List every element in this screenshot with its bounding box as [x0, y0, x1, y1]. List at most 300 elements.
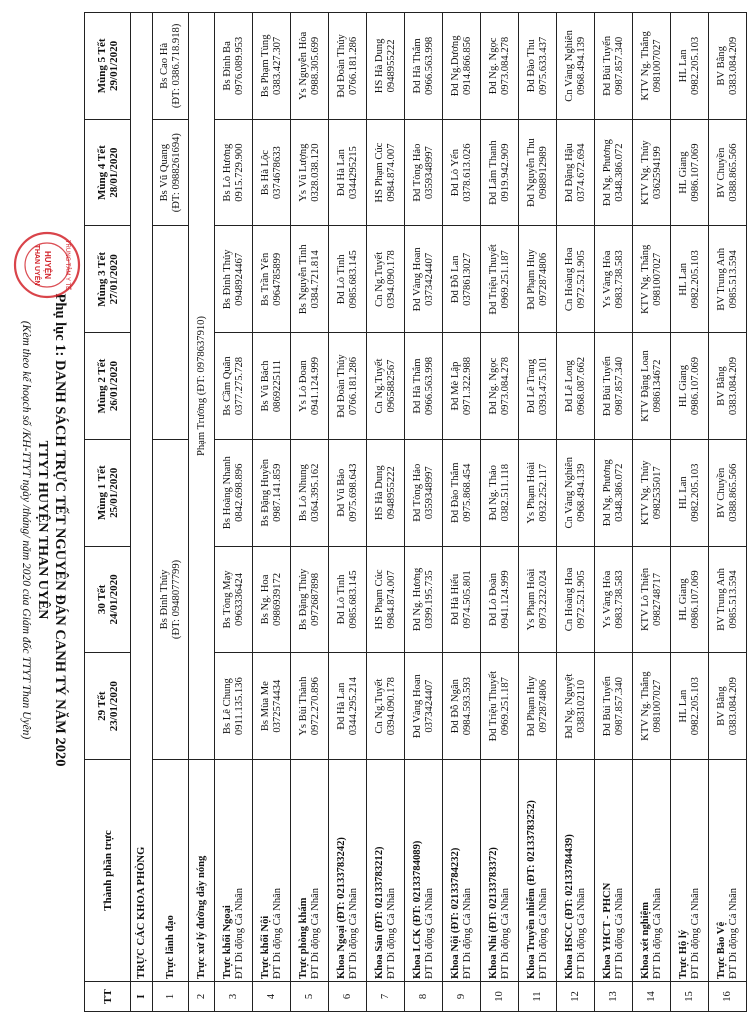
staff-phone: 0963336424: [233, 572, 245, 626]
table-row: [671, 13, 709, 1012]
duty-cell: [709, 439, 747, 546]
table-row: [595, 13, 633, 1012]
unit-name: Trực khối Nội: [259, 915, 271, 979]
document-header: [9, 220, 69, 840]
unit-sub: ĐT Di động Cá Nhân: [651, 887, 663, 979]
leader-label: Trực lãnh đạo: [153, 760, 189, 982]
staff-phone: 0968.494.139: [575, 463, 587, 522]
row-number: 5: [291, 982, 329, 1012]
staff-phone: 0374.672.694: [575, 143, 587, 202]
staff-name: Đd Bùi Tuyến: [601, 676, 613, 737]
staff-phone: 0373424407: [423, 679, 435, 733]
leader-tt: 1: [153, 982, 189, 1012]
staff-name: Bs Hoàng Nhanh: [221, 456, 233, 530]
duty-cell: [329, 653, 367, 760]
staff-name: Đd Vàng Hoan: [411, 674, 423, 739]
staff-name: Đd Lò Tình: [335, 254, 347, 305]
staff-phone: 0985.683.145: [347, 250, 359, 309]
duty-cell: [253, 226, 291, 333]
duty-cell: [557, 226, 595, 333]
duty-cell: [557, 546, 595, 653]
staff-phone: 0919.942.909: [499, 143, 511, 202]
staff-name: HL Lan: [677, 689, 689, 723]
duty-roster-table: [84, 12, 747, 1012]
row-number: 8: [405, 982, 443, 1012]
duty-cell: [519, 439, 557, 546]
staff-name: Đd Phạm Huy: [525, 675, 537, 737]
staff-phone: 0988912989: [537, 146, 549, 200]
staff-phone: 0968.494.139: [575, 36, 587, 96]
staff-name: Bs Đặng Thủy: [297, 568, 309, 631]
staff-phone: 0984.874.007: [385, 570, 397, 629]
row-number: 7: [367, 982, 405, 1012]
duty-cell: [291, 439, 329, 546]
row-number: 3: [215, 982, 253, 1012]
duty-cell: [215, 119, 253, 226]
table-row: [709, 13, 747, 1012]
staff-phone: 0965882567: [385, 359, 397, 413]
staff-name: Đd Đỗ Ngân: [449, 679, 461, 734]
staff-name: HS Hà Dung: [373, 38, 385, 94]
staff-name: Ys Bùi Thành: [297, 676, 309, 736]
staff-phone: 0964785899: [271, 252, 283, 306]
staff-name: Đd Lâm Thanh: [487, 140, 499, 205]
duty-cell: [215, 226, 253, 333]
staff-name: Bs Đặng Huyền: [259, 458, 271, 527]
duty-cell: [709, 119, 747, 226]
staff-phone: 0362594199: [651, 146, 663, 200]
unit-sub: ĐT Di động Cá Nhân: [461, 887, 473, 979]
unit-sub: ĐT Di động Cá Nhân: [575, 887, 587, 979]
staff-phone: 0974.505.801: [461, 570, 473, 629]
unit-cell: [595, 760, 633, 982]
staff-name: Đd Ng. Thảo: [487, 465, 499, 521]
unit-cell: [481, 760, 519, 982]
duty-cell: [709, 13, 747, 120]
table-row: [253, 13, 291, 1012]
staff-phone: 0383.084.209: [727, 36, 739, 96]
unit-sub: ĐT Di động Cá Nhân: [271, 887, 283, 979]
table-row: [557, 13, 595, 1012]
duty-cell: [519, 13, 557, 120]
table-row: [443, 13, 481, 1012]
staff-phone: 0975.633.437: [537, 36, 549, 96]
header-row: [85, 13, 131, 1012]
staff-name: HL Giang: [677, 364, 689, 408]
duty-cell: [595, 226, 633, 333]
staff-phone: 0941.124.999: [499, 570, 511, 629]
staff-name: Bs Đinh Ba: [221, 41, 233, 91]
staff-phone: 0969.251.187: [499, 250, 511, 309]
duty-cell: [481, 333, 519, 440]
staff-name: Đd Lê Trang: [525, 358, 537, 414]
staff-phone: 0982.205.103: [689, 463, 701, 522]
duty-cell: [633, 653, 671, 760]
staff-name: HL Lan: [677, 262, 689, 296]
staff-name: KTV Ng. Thắng: [639, 671, 651, 741]
unit-cell: [671, 760, 709, 982]
staff-phone: 0972874806: [537, 252, 549, 306]
table-row: [215, 13, 253, 1012]
staff-phone: 0373424407: [423, 252, 435, 306]
duty-cell: [671, 119, 709, 226]
staff-phone: 0388.865.566: [727, 463, 739, 522]
duty-cell: [291, 546, 329, 653]
staff-phone: 0388.865.566: [727, 143, 739, 202]
staff-name: KTV Đặng Loan: [639, 350, 651, 422]
staff-phone: 0393.475.101: [537, 356, 549, 416]
staff-phone: 0971.322.988: [461, 356, 473, 416]
unit-sub: ĐT Di động Cá Nhân: [613, 887, 625, 979]
staff-name: Đd Triệu Thuyết: [487, 670, 499, 742]
staff-phone: 0348.386.072: [613, 143, 625, 202]
staff-name: KTV Ng. Thắng: [639, 244, 651, 315]
duty-cell: [329, 439, 367, 546]
staff-phone: 0966.563.998: [423, 36, 435, 96]
staff-name: Bs Phạm Tùng: [259, 34, 271, 98]
duty-cell: [253, 653, 291, 760]
table-row: [405, 13, 443, 1012]
staff-phone: 0988.305.699: [309, 36, 321, 96]
staff-name: Bs Trần Yên: [259, 252, 271, 306]
duty-cell: [519, 226, 557, 333]
staff-phone: 0986.107.069: [689, 570, 701, 629]
staff-name: HS Phạm Cúc: [373, 142, 385, 203]
staff-phone: 0911.135.136: [233, 677, 245, 736]
unit-sub: ĐT Di động Cá Nhân: [537, 887, 549, 979]
staff-phone: 0948924467: [233, 252, 245, 306]
staff-name: Ys Lò Đoan: [297, 360, 309, 412]
unit-cell: [291, 760, 329, 982]
staff-phone: 0384.721.814: [309, 250, 321, 309]
unit-name: Khoa Truyền nhiễm (ĐT: 02133783252): [525, 800, 537, 979]
unit-name: Khoa Ngoại (ĐT: 02133783242): [335, 837, 347, 979]
duty-cell: [633, 333, 671, 440]
duty-cell: [671, 333, 709, 440]
unit-cell: [519, 760, 557, 982]
duty-cell: [709, 546, 747, 653]
hotline-label: Trực xử lý đường dây nóng: [189, 760, 215, 982]
staff-name: HL Lan: [677, 49, 689, 83]
staff-name: Đd Hà Hiếu: [449, 573, 461, 626]
duty-cell: [443, 653, 481, 760]
staff-phone: 0941.124.999: [309, 356, 321, 416]
hotline-tt: 2: [189, 982, 215, 1012]
duty-cell: [481, 119, 519, 226]
staff-name: Đd Đào Thu: [525, 39, 537, 93]
duty-cell: [443, 13, 481, 120]
duty-cell: [405, 653, 443, 760]
staff-name: Ys Vàng Hòa: [601, 570, 613, 629]
duty-cell: [595, 546, 633, 653]
unit-cell: [557, 760, 595, 982]
duty-cell: [595, 333, 633, 440]
staff-phone: 0383.427.307: [271, 36, 283, 96]
duty-cell: [633, 13, 671, 120]
unit-cell: [329, 760, 367, 982]
staff-phone: 0976.089.953: [233, 36, 245, 96]
staff-name: Đd Hà Lan: [335, 682, 347, 730]
duty-cell: [253, 119, 291, 226]
staff-name: KTV Lò Thiện: [639, 567, 651, 632]
staff-phone: 0359348997: [423, 146, 435, 200]
staff-name: KTV Ng. Thủy: [639, 460, 651, 526]
staff-name: Bs Lê Chung: [221, 678, 233, 735]
staff-name: Đd Ng. Ngọc: [487, 37, 499, 95]
staff-name: Ys Phạm Hoài: [525, 568, 537, 631]
staff-phone: 0966.563.998: [423, 356, 435, 416]
staff-phone: 0972.521.905: [575, 570, 587, 629]
staff-phone: 0364.395.162: [309, 463, 321, 522]
duty-cell: [481, 13, 519, 120]
duty-cell: [557, 333, 595, 440]
duty-cell: [367, 226, 405, 333]
staff-name: Đd Lò Tình: [335, 574, 347, 625]
staff-phone: 0399.195.735: [423, 570, 435, 629]
staff-phone: 0985.513.594: [727, 250, 739, 309]
staff-phone: 0914.866.856: [461, 36, 473, 96]
staff-phone: 0982.205.103: [689, 677, 701, 736]
duty-cell: [519, 119, 557, 226]
staff-phone: 0383.084.209: [727, 677, 739, 736]
document-note: (Kèm theo kế hoạch số /KH-TTYT ngày /tháng/ năm 2020 của Giám đốc TTYT Than Uyên): [20, 320, 32, 740]
leader-cell-1: Bs Đinh Thủy (ĐT: 0948077799): [153, 439, 189, 759]
unit-name: Khoa Nhi (ĐT: 02133783372): [487, 847, 499, 979]
stamp-text-top: TRUNG TÂM Y TẾ: [64, 239, 70, 291]
unit-sub: ĐT Di động Cá Nhân: [499, 887, 511, 979]
staff-name: Đd Đào Thắm: [449, 462, 461, 523]
row-number: 11: [519, 982, 557, 1012]
duty-cell: [215, 13, 253, 120]
unit-name: Trực khối Ngoại: [221, 905, 233, 979]
staff-name: Ys Phạm Hoài: [525, 461, 537, 524]
staff-name: Đd Ng. Phương: [601, 459, 613, 527]
staff-phone: 0394.090.178: [385, 677, 397, 736]
row-number: 16: [709, 982, 747, 1012]
row-number: 9: [443, 982, 481, 1012]
col-day-6: Mùng 4 Tết 28/01/2020: [85, 119, 131, 226]
document-title: Phụ lục 1: DANH SÁCH TRỰC TẾT NGUYÊN ĐÁN CANH TÝ NĂM 2020: [52, 293, 68, 767]
leader-cell-4: Bs Cao Hà (ĐT: 0386.718.918): [153, 13, 189, 120]
staff-phone: 0982535017: [651, 466, 663, 520]
duty-cell: [405, 226, 443, 333]
staff-phone: 0394.090.178: [385, 250, 397, 309]
staff-phone: 0948955222: [385, 39, 397, 93]
staff-phone: 0986134672: [651, 359, 663, 413]
staff-name: BV Bằng: [715, 686, 727, 726]
duty-cell: [367, 13, 405, 120]
duty-cell: [405, 13, 443, 120]
duty-cell: [253, 13, 291, 120]
duty-cell: [405, 439, 443, 546]
staff-name: Bs Lò Hương: [221, 143, 233, 202]
duty-cell: [291, 653, 329, 760]
staff-name: HS Phạm Cúc: [373, 569, 385, 630]
staff-name: Đd Phạm Huy: [525, 249, 537, 310]
staff-phone: 0984.874.007: [385, 143, 397, 202]
unit-cell: [367, 760, 405, 982]
leader-cell-3: Bs Vũ Quang (ĐT: 0988261694): [153, 119, 189, 226]
staff-name: Bs Mùa Me: [259, 681, 271, 732]
col-day-3: Mùng 1 Tết 25/01/2020: [85, 439, 131, 546]
duty-cell: [291, 119, 329, 226]
staff-phone: 0973.232.024: [537, 570, 549, 629]
staff-phone: 0842.698.896: [233, 463, 245, 522]
staff-name: Cn Ng.Tuyết: [373, 678, 385, 734]
unit-name: Trực phòng khám: [297, 897, 309, 979]
staff-phone: 0344295215: [347, 146, 359, 200]
unit-name: Trực Hộ lý: [677, 929, 689, 979]
duty-cell: [405, 333, 443, 440]
staff-name: Bs Tòng Mạy: [221, 570, 233, 629]
duty-cell: [557, 653, 595, 760]
unit-cell: [633, 760, 671, 982]
staff-name: Đd Triệu Thuyết: [487, 244, 499, 315]
roster-table-wrap: [74, 0, 739, 1024]
duty-cell: [291, 13, 329, 120]
staff-phone: 0766.181.286: [347, 356, 359, 416]
duty-cell: [709, 226, 747, 333]
staff-name: BV Chuyền: [715, 147, 727, 198]
row-number: 14: [633, 982, 671, 1012]
staff-name: Đd Ng. Hương: [411, 567, 423, 632]
staff-name: Đd Vàng Hoan: [411, 247, 423, 312]
staff-name: KTV Ng. Thủy: [639, 140, 651, 205]
staff-phone: 0344.295.214: [347, 677, 359, 736]
staff-name: Đd Bùi Tuyến: [601, 35, 613, 96]
staff-name: Đd Tòng Hảo: [411, 463, 423, 522]
table-row: [481, 13, 519, 1012]
staff-phone: 0383.084.209: [727, 356, 739, 416]
staff-phone: 0378613027: [461, 252, 473, 306]
staff-name: Đd Đặng Hậu: [563, 143, 575, 203]
duty-cell: [443, 119, 481, 226]
staff-name: Đd Ng. Phương: [601, 139, 613, 207]
hotline-value: Phạm Trường (ĐT: 0978637910): [189, 13, 215, 760]
staff-name: Đd Nguyễn Thu: [525, 138, 537, 207]
staff-name: BV Trung Anh: [715, 247, 727, 311]
duty-cell: [253, 333, 291, 440]
duty-cell: [709, 653, 747, 760]
staff-phone: 0985.513.594: [727, 570, 739, 629]
unit-sub: ĐT Di động Cá Nhân: [689, 887, 701, 979]
unit-name: Khoa Nội (ĐT: 02133784232): [449, 847, 461, 979]
staff-phone: 0328.038.120: [309, 143, 321, 202]
staff-phone: 0987.857.340: [613, 356, 625, 416]
duty-cell: [215, 439, 253, 546]
staff-phone: 0981007027: [651, 39, 663, 93]
staff-name: BV Bằng: [715, 46, 727, 86]
duty-cell: [367, 333, 405, 440]
staff-name: Ys Vũ Lượng: [297, 143, 309, 202]
staff-phone: 0869225111: [271, 359, 283, 413]
staff-name: Bs Vũ Bách: [259, 360, 271, 412]
duty-cell: [595, 653, 633, 760]
red-seal-stamp-icon: [12, 230, 82, 300]
staff-name: Đd Vũ Bảo: [335, 468, 347, 517]
staff-phone: 0985.683.145: [347, 570, 359, 629]
section-roman: I: [131, 982, 153, 1012]
duty-cell: [633, 119, 671, 226]
staff-name: HL Giang: [677, 578, 689, 621]
duty-cell: [633, 546, 671, 653]
staff-phone: 0983.738.583: [613, 250, 625, 309]
duty-cell: [367, 546, 405, 653]
staff-name: HL Giang: [677, 151, 689, 194]
staff-name: Đd Đoàn Thủy: [335, 354, 347, 418]
staff-name: BV Chuyền: [715, 467, 727, 518]
col-day-5: Mùng 3 Tết 27/01/2020: [85, 226, 131, 333]
staff-phone: 0972874806: [537, 679, 549, 733]
duty-cell: [671, 653, 709, 760]
staff-phone: 0975.698.643: [347, 463, 359, 522]
staff-phone: 0972.270.896: [309, 677, 321, 736]
staff-name: Đd Ng. Ngọc: [487, 357, 499, 415]
table-row: [291, 13, 329, 1012]
staff-name: HL Lan: [677, 476, 689, 510]
duty-cell: [443, 439, 481, 546]
duty-cell: [595, 13, 633, 120]
duty-cell: [557, 439, 595, 546]
staff-name: Cn Ng.Tuyết: [373, 358, 385, 414]
staff-name: BV Bằng: [715, 366, 727, 406]
staff-name: Bs Ng. Hoa: [259, 574, 271, 625]
unit-name: Khoa xét nghiệm: [639, 901, 651, 979]
col-tt: TT: [85, 982, 131, 1012]
staff-name: Đd Ng.Dương: [449, 35, 461, 97]
staff-name: Cn Hoàng Hoa: [563, 247, 575, 312]
staff-name: Bs Đinh Thủy: [221, 249, 233, 310]
duty-cell: [557, 13, 595, 120]
section-row: [131, 13, 153, 1012]
unit-sub: ĐT Di động Cá Nhân: [233, 887, 245, 979]
staff-name: Đd Đỗ Lan: [449, 255, 461, 304]
duty-cell: [519, 333, 557, 440]
staff-name: Đd Hà Thắm: [411, 38, 423, 94]
staff-name: Cn Hoàng Hoa: [563, 567, 575, 632]
row-number: 15: [671, 982, 709, 1012]
staff-phone: 0981007027: [651, 252, 663, 306]
staff-name: BV Trung Anh: [715, 568, 727, 631]
col-day-4: Mùng 2 Tết 26/01/2020: [85, 333, 131, 440]
unit-sub: ĐT Di động Cá Nhân: [309, 887, 321, 979]
staff-phone: 0915.729.900: [233, 143, 245, 202]
duty-cell: [291, 333, 329, 440]
staff-name: Đd Hà Lan: [335, 149, 347, 197]
staff-name: Bs Hà Lộc: [259, 149, 271, 196]
duty-cell: [481, 226, 519, 333]
duty-cell: [481, 439, 519, 546]
staff-phone: 0982.205.103: [689, 36, 701, 96]
staff-phone: 0982748717: [651, 572, 663, 626]
duty-cell: [215, 333, 253, 440]
staff-phone: 0969.251.187: [499, 677, 511, 736]
staff-name: Đd Đoàn Thủy: [335, 34, 347, 98]
staff-name: Đd Lò Yến: [449, 149, 461, 197]
staff-phone: 0948955222: [385, 466, 397, 520]
staff-name: Cn Vàng Nghiên: [563, 456, 575, 529]
leader-cell-2: [153, 226, 189, 439]
leader-row: [153, 13, 189, 1012]
duty-cell: [633, 226, 671, 333]
staff-name: Cn Vàng Nghiên: [563, 30, 575, 102]
staff-name: Bs Cầm Quân: [221, 356, 233, 416]
duty-cell: [481, 653, 519, 760]
staff-phone: 0383102110: [575, 679, 587, 733]
staff-name: Đd Hà Thắm: [411, 358, 423, 414]
duty-cell: [443, 333, 481, 440]
row-number: 6: [329, 982, 367, 1012]
